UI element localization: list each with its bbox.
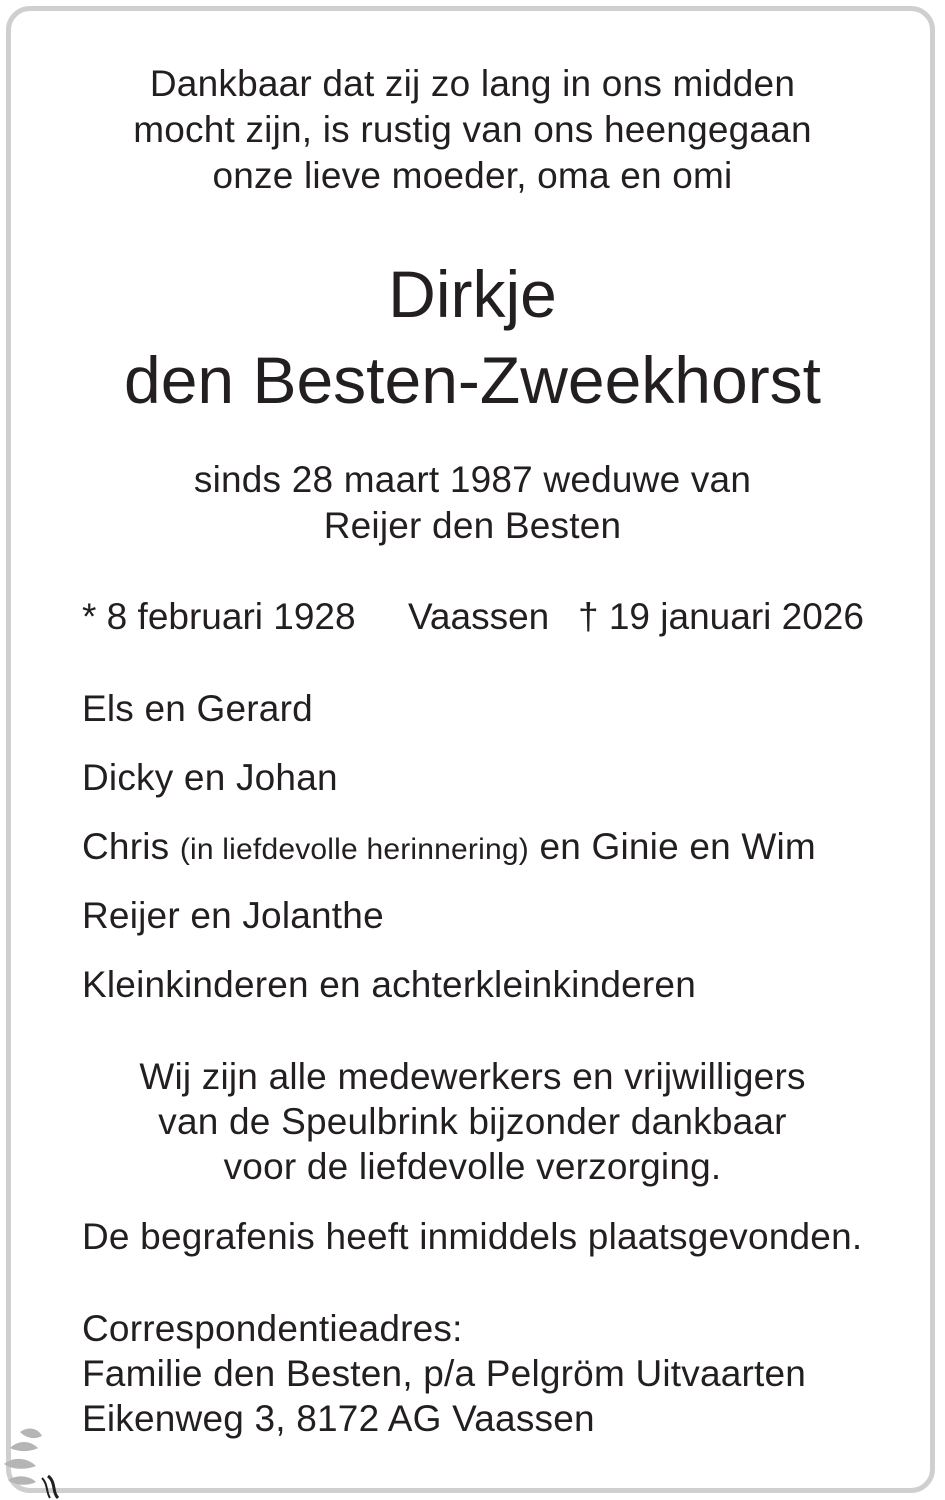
family-chris-rest: en Ginie en Wim [539,826,816,867]
dates-row [82,594,882,640]
announcement-border [6,6,935,1493]
family-chris-name: Chris [82,826,170,867]
thanks-line-1: Wij zijn alle medewerkers en vrijwilligers [139,1056,806,1097]
address-line-2: Familie den Besten, p/a Pelgröm Uitvaarten [82,1353,807,1394]
deceased-first-name: Dirkje [388,257,557,331]
family-chris-note: (in liefdevolle herinnering) [179,833,529,866]
intro-line-2: mocht zijn, is rustig van ons heengegaan [133,109,812,150]
intro-line-1: Dankbaar dat zij zo lang in ons midden [149,63,796,104]
family-line-chris [82,824,912,873]
intro-line-3: onze lieve moeder, oma en omi [212,155,733,196]
place: Vaassen [408,596,550,637]
widow-line-2: Reijer den Besten [323,505,622,546]
family-line-5: Kleinkinderen en achterkleinkinderen [82,964,696,1005]
address-line-1: Correspondentieadres: [82,1308,463,1349]
thanks-line-2: van de Speulbrink bijzonder dankbaar [158,1101,787,1142]
family-line-1: Els en Gerard [82,688,313,729]
leaf-ornament-icon [0,1418,70,1500]
birth-date: * 8 februari 1928 [82,596,356,637]
thanks-line-3: voor de liefdevolle verzorging. [223,1146,722,1187]
address-line-3: Eikenweg 3, 8172 AG Vaassen [82,1398,595,1439]
widow-line-1: sinds 28 maart 1987 weduwe van [193,459,752,500]
family-line-4: Reijer en Jolanthe [82,895,384,936]
funeral-note: De begrafenis heeft inmiddels plaatsgevonden. [82,1216,863,1257]
family-line-2: Dicky en Johan [82,757,338,798]
deceased-full-name: den Besten-Zweekhorst [123,343,822,417]
death-date: † 19 januari 2026 [578,596,864,637]
